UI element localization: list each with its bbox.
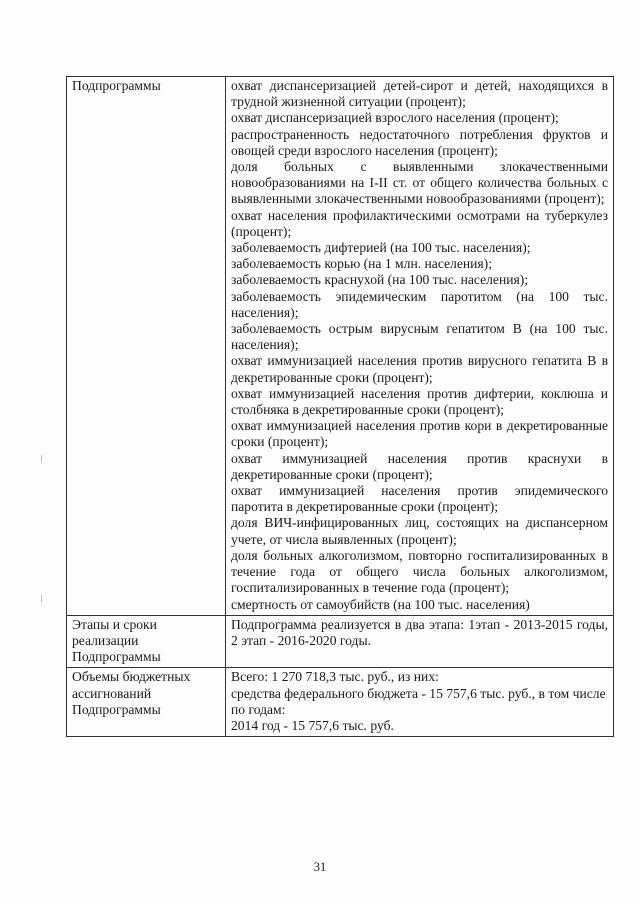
budget-row bbox=[67, 668, 614, 737]
stages-row bbox=[67, 615, 614, 668]
page-number: 31 bbox=[313, 860, 327, 874]
indicator-item: распространенность недостаточного потребления фруктов и овощей среди взрослого населения (процент); bbox=[231, 126, 608, 158]
indicator-item: охват иммунизацией населения против эпидемического паротита в декретированные сроки (процент); bbox=[231, 483, 608, 515]
indicator-item: заболеваемость корью (на 1 млн. населения); bbox=[231, 256, 492, 272]
indicator-item: доля больных с выявленными злокачественными новообразованиями на I-II ст. от общего количества больных с выявленными злокачественными новообразованиями (процент); bbox=[231, 159, 608, 207]
subprograms-label: Подпрограммы bbox=[67, 77, 226, 616]
budget-line: Всего: 1 270 718,3 тыс. руб., из них: bbox=[231, 669, 439, 685]
budget-line: средства федерального бюджета - 15 757,6 тыс. руб., в том числе по годам: bbox=[231, 685, 606, 717]
budget-line: 2014 год - 15 757,6 тыс. руб. bbox=[231, 717, 394, 733]
indicator-item: охват иммунизацией населения против краснухи в декретированные сроки (процент); bbox=[231, 450, 608, 482]
indicator-item: доля больных алкоголизмом, повторно госпитализированных в течение года от общего числа больных алкоголизмом, госпитализированных в течение года (процент); bbox=[231, 547, 608, 596]
indicator-item: заболеваемость острым вирусным гепатитом В (на 100 тыс. населения); bbox=[231, 321, 608, 353]
budget-details bbox=[226, 668, 614, 737]
indicator-item: смертность от самоубийств (на 100 тыс. населения) bbox=[231, 596, 530, 612]
indicator-item: охват населения профилактическими осмотрами на туберкулез (процент); bbox=[231, 207, 608, 239]
subprograms-indicators bbox=[226, 77, 614, 616]
indicator-item: заболеваемость дифтерией (на 100 тыс. населения); bbox=[231, 240, 531, 256]
passport-table bbox=[66, 76, 614, 737]
subprograms-row bbox=[67, 77, 614, 616]
stages-label: Этапы и сроки реализации Подпрограммы bbox=[67, 615, 226, 668]
indicator-item: заболеваемость краснухой (на 100 тыс. населения); bbox=[231, 272, 529, 288]
indicator-item: охват диспансеризацией взрослого населения (процент); bbox=[231, 110, 559, 126]
indicator-item: охват иммунизацией населения против дифтерии, коклюша и столбняка в декретированные сроки (процент); bbox=[231, 385, 608, 418]
stages-text: Подпрограмма реализуется в два этапа: 1этап - 2013-2015 годы, 2 этап - 2016-2020 годы. bbox=[226, 615, 614, 668]
indicator-item: заболеваемость эпидемическим паротитом (на 100 тыс. населения); bbox=[231, 288, 608, 320]
scan-mark bbox=[41, 595, 42, 602]
scan-mark bbox=[41, 455, 42, 462]
indicator-item: охват диспансеризацией детей-сирот и детей, находящихся в трудной жизненной ситуации (процент); bbox=[231, 78, 608, 110]
indicator-item: охват иммунизацией населения против кори в декретированные сроки (процент); bbox=[231, 418, 608, 450]
budget-label: Объемы бюджетных ассигнований Подпрограммы bbox=[67, 668, 226, 737]
indicator-item: доля ВИЧ-инфицированных лиц, состоящих на диспансерном учете, от числа выявленных (процент); bbox=[231, 515, 608, 547]
indicator-item: охват иммунизацией населения против вирусного гепатита В в декретированные сроки (процент); bbox=[231, 353, 608, 385]
